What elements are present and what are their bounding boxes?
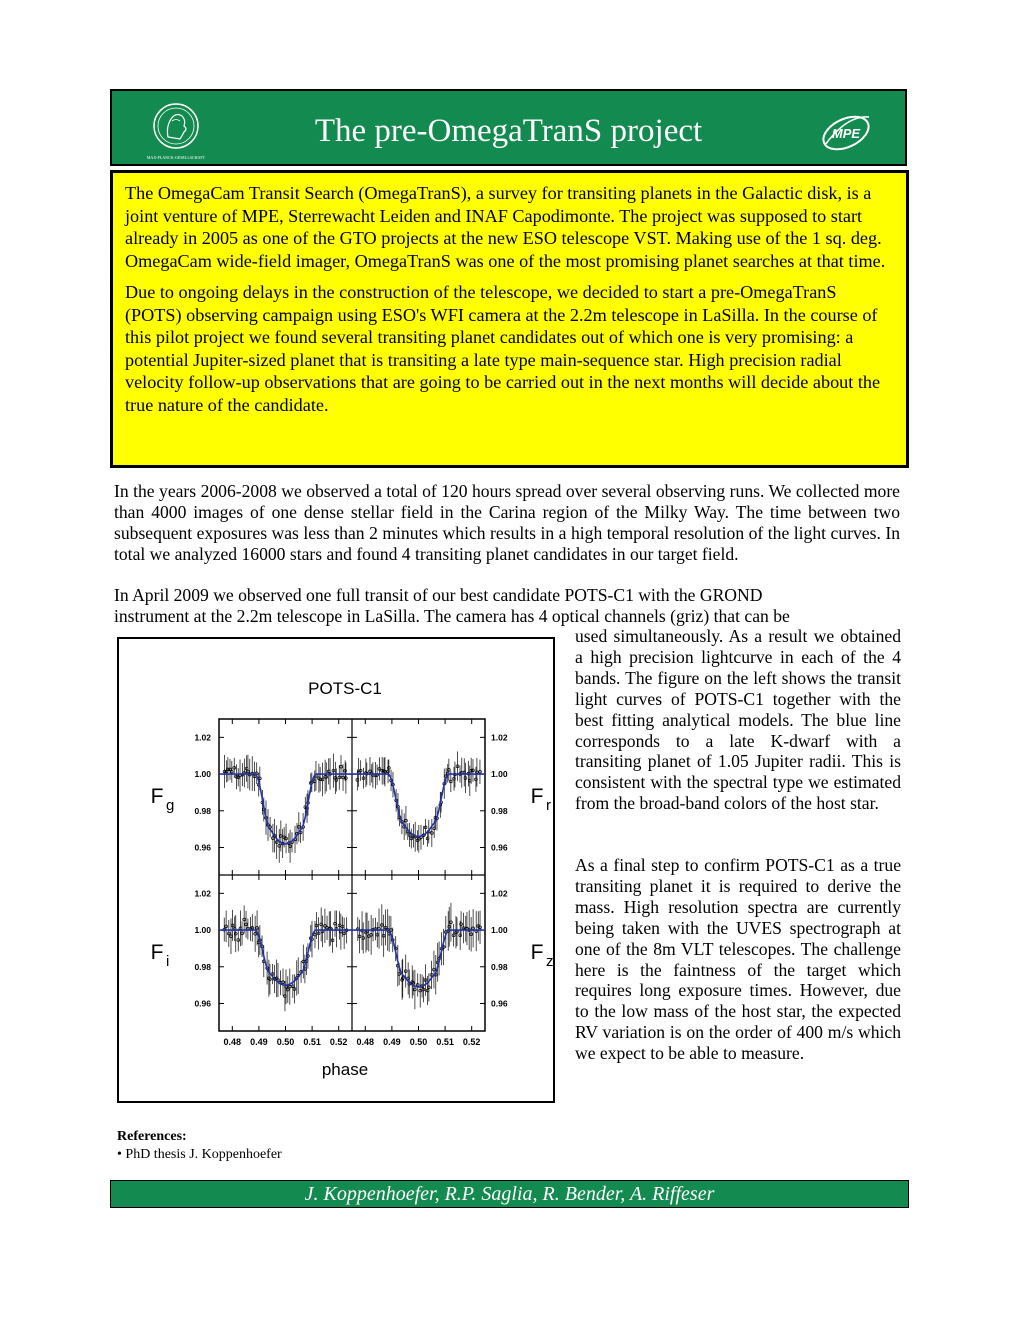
model-curve [352,930,485,987]
references-title: References: [117,1129,187,1144]
y-tick-label: 1.00 [491,925,508,936]
x-tick-label: 0.49 [250,1037,268,1047]
page-title: The pre-OmegaTranS project [314,113,703,149]
band-label: F [150,785,164,808]
y-tick-label: 0.96 [491,842,508,853]
x-tick-label: 0.51 [303,1037,321,1047]
abstract-paragraph: The OmegaCam Transit Search (OmegaTranS), a survey for transiting planets in the Galactic disk, is a joint venture of MPE, Sterrewacht Leiden and INAF Capodimonte. The project was supposed to start already in 2005 as one of the GTO projects at the new ESO telescope VST. Making use of the 1 sq. deg. OmegaCam wide-field imager, OmegaTranS was one of the most promising planet searches at that time. [125,183,886,271]
author-footer: J. Koppenhoefer, R.P. Saglia, R. Bender, A. Riffeser [110,1180,909,1208]
band-label: F [530,941,544,964]
y-tick-label: 1.02 [194,888,211,899]
y-tick-label: 0.96 [194,998,211,1009]
y-tick-label: 1.02 [491,888,508,899]
band-label: F [150,941,164,964]
y-tick-label: 1.00 [491,769,508,780]
y-tick-label: 0.98 [491,805,508,816]
body-line: instrument at the 2.2m telescope in LaSilla. The camera has 4 optical channels (griz) that can be [114,606,790,626]
y-tick-label: 0.98 [194,961,211,972]
y-tick-label: 1.00 [194,925,211,936]
x-tick-label: 0.48 [223,1037,242,1047]
chart-title: POTS-C1 [308,679,382,698]
x-tick-label: 0.49 [383,1037,401,1047]
x-tick-label: 0.48 [356,1037,375,1047]
x-tick-label: 0.50 [409,1037,428,1047]
band-label-subscript: i [166,953,170,970]
body-paragraph: In the years 2006-2008 we observed a total of 120 hours spread over several observing runs. We collected more than 4000 images of one dense stellar field in the Carina region of the Milky Way. The time between two subsequent exposures was less than 2 minutes which results in a high temporal resolution of the light curves. In total we analyzed 16000 stars and found 4 transiting planet candidates in our target field. [114,481,900,564]
light-curve-figure [117,637,555,1103]
y-tick-label: 0.98 [491,961,508,972]
x-tick-label: 0.50 [276,1037,295,1047]
y-tick-label: 0.96 [491,998,508,1009]
light-curve-chart [119,639,553,1101]
body-paragraph [114,585,900,627]
abstract-paragraph: Due to ongoing delays in the construction of the telescope, we decided to start a pre-OmegaTranS (POTS) observing campaign using ESO's WFI camera at the 2.2m telescope in LaSilla. In the course of this pilot project we found several transiting planet candidates out of which one is very promising: a potential Jupiter-sized planet that is transiting a late type main-sequence star. High precision radial velocity follow-up observations that are going to be carried out in the next months will decide about the true nature of the candidate. [125,282,881,415]
body-line: In April 2009 we observed one full transit of our best candidate POTS-C1 with the GROND [114,585,763,605]
y-tick-label: 1.00 [194,769,211,780]
max-planck-logo-text: MAX-PLANCK-GESELLSCHAFT [146,155,206,160]
abstract-box [110,170,909,468]
reference-item: • PhD thesis J. Koppenhoefer [117,1147,282,1162]
band-label-subscript: g [166,797,175,814]
body-paragraph: used simultaneously. As a result we obtained a high precision lightcurve in each of the 4 bands. The figure on the left shows the transit light curves of POTS-C1 together with the best fitting analytical models. The blue line corresponds to a late K-dwarf with a transiting planet of 1.05 Jupiter radii. This is consistent with the spectral type we estimated from the broad-band colors of the host star. [575,626,901,814]
body-paragraph: As a final step to confirm POTS-C1 as a true transiting planet it is required to derive the mass. High resolution spectra are currently being taken with the UVES spectrograph at one of the 8m VLT telescopes. The challenge here is the faintness of the target which requires long exposure times. However, due to the low mass of the host star, the expected RV variation is on the order of 400 m/s which we expect to be able to measure. [575,855,901,1064]
y-tick-label: 1.02 [194,732,211,743]
references [117,1128,282,1164]
model-curve [219,774,352,844]
mpe-logo-text: MPE [831,126,861,141]
mpe-logo-icon [817,105,875,157]
band-label-subscript: z [546,953,553,970]
y-tick-label: 0.98 [194,805,211,816]
x-tick-label: 0.52 [462,1037,481,1047]
y-tick-label: 1.02 [491,732,508,743]
band-label-subscript: r [546,797,551,814]
x-axis-label: phase [321,1060,369,1079]
header-banner [110,89,907,166]
y-tick-label: 0.96 [194,842,211,853]
x-tick-label: 0.52 [329,1037,348,1047]
band-label: F [530,785,544,808]
x-tick-label: 0.51 [436,1037,454,1047]
